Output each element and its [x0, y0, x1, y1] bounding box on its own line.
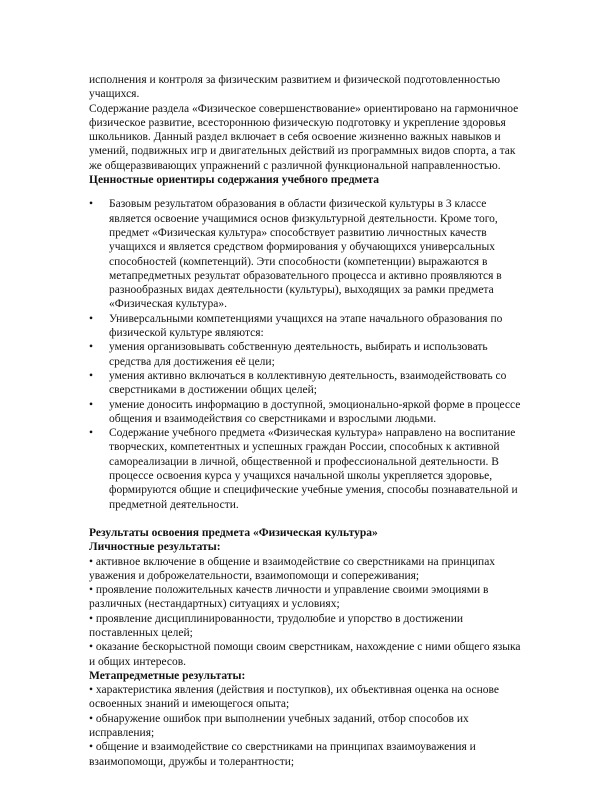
- bullet-icon: •: [89, 312, 94, 325]
- personal-results-list: [89, 555, 525, 669]
- meta-result-item: • характеристика явления (действия и поступков), их объективная оценка на основе освоенных знаний и имеющегося опыта;: [89, 684, 499, 711]
- meta-result-item: • общение и взаимодействие со сверстниками на принципах взаимоуважения и взаимопомощи, дружбы и толерантности;: [89, 741, 476, 768]
- bullet-icon: •: [89, 369, 94, 382]
- bullet-icon: •: [89, 198, 94, 211]
- personal-result-item: • проявление дисциплинированности, трудолюбие и упорство в достижении поставленных целей;: [89, 612, 464, 639]
- values-bullet-item: [89, 369, 525, 398]
- meta-results-heading: Метапредметные результаты:: [89, 669, 246, 682]
- values-bullet-text: умение доносить информацию в доступной, эмоционально-яркой форме в процессе общения и взаимодействия со сверстниками и взрослыми людьми.: [109, 398, 521, 425]
- page-content: [89, 73, 525, 769]
- values-bullet-text: Базовым результатом образования в области физической культуры в 3 классе является освоение учащимися основ физкультурной деятельности. Кроме того, предмет «Физическая культура» способствует развитию личностных качеств учащихся и является средством формирования у обучающихся универсальных способностей (компетенций). Эти способности (компетенции) выражаются в метапредметных результат образовательного процесса и активно проявляются в разнообразных видах деятельности (культуры), выходящих за рамки предмета «Физическая культура».: [109, 198, 502, 311]
- values-bullet-text: умения организовывать собственную деятельность, выбирать и использовать средства для достижения её цели;: [109, 341, 488, 368]
- spacer: [89, 512, 525, 526]
- values-bullet-item: [89, 426, 525, 512]
- bullet-icon: •: [89, 398, 94, 411]
- values-bullet-item: [89, 312, 525, 341]
- bullet-icon: •: [89, 341, 94, 354]
- values-bullet-item: [89, 398, 525, 427]
- personal-result-item: • активное включение в общение и взаимодействие со сверстниками на принципах уважения и доброжелательности, взаимопомощи и сопереживания;: [89, 555, 496, 582]
- values-bullet-item: [89, 197, 525, 311]
- results-heading: Результаты освоения предмета «Физическая культура»: [89, 526, 378, 539]
- intro-paragraph-2: Содержание раздела «Физическое совершенствование» ориентировано на гармоничное физическое развитие, всестороннюю физическую подготовку и укрепление здоровья школьников. Данный раздел включает в себя освоение жизненно важных навыков и умений, подвижных игр и двигательных действий из программных видов спорта, а так же общеразвивающих упражнений с различной функциональной направленностью.: [89, 102, 519, 172]
- values-bullet-text: Содержание учебного предмета «Физическая культура» направлено на воспитание творческих, компетентных и успешных граждан России, способных к активной самореализации в личной, общественной и профессиональной деятельности. В процессе освоения курса у учащихся начальной школы укрепляется здоровье, формируются общие и специфические учебные умения, способы познавательной и предметной деятельности.: [109, 427, 518, 511]
- values-bullet-list: [89, 197, 525, 512]
- values-bullet-text: умения активно включаться в коллективную деятельность, взаимодействовать со сверстниками в достижении общих целей;: [109, 369, 507, 397]
- values-bullet-text: Универсальными компетенциями учащихся на этапе начального образования по физической культуре являются:: [109, 312, 503, 340]
- personal-result-item: • проявление положительных качеств личности и управление своими эмоциями в различных (нестандартных) ситуациях и условиях;: [89, 584, 489, 611]
- spacer: [89, 187, 525, 197]
- values-heading: Ценностные ориентиры содержания учебного предмета: [89, 174, 379, 187]
- personal-result-item: • оказание бескорыстной помощи своим сверстникам, нахождение с ними общего языка и общих интересов.: [89, 641, 521, 668]
- personal-results-heading: Личностные результаты:: [89, 541, 221, 554]
- values-bullet-item: [89, 340, 525, 369]
- meta-result-item: • обнаружение ошибок при выполнении учебных заданий, отбор способов их исправления;: [89, 712, 469, 740]
- meta-results-list: [89, 683, 525, 769]
- intro-paragraph-1: исполнения и контроля за физическим развитием и физической подготовленностью учащихся.: [89, 74, 501, 101]
- bullet-icon: •: [89, 427, 94, 440]
